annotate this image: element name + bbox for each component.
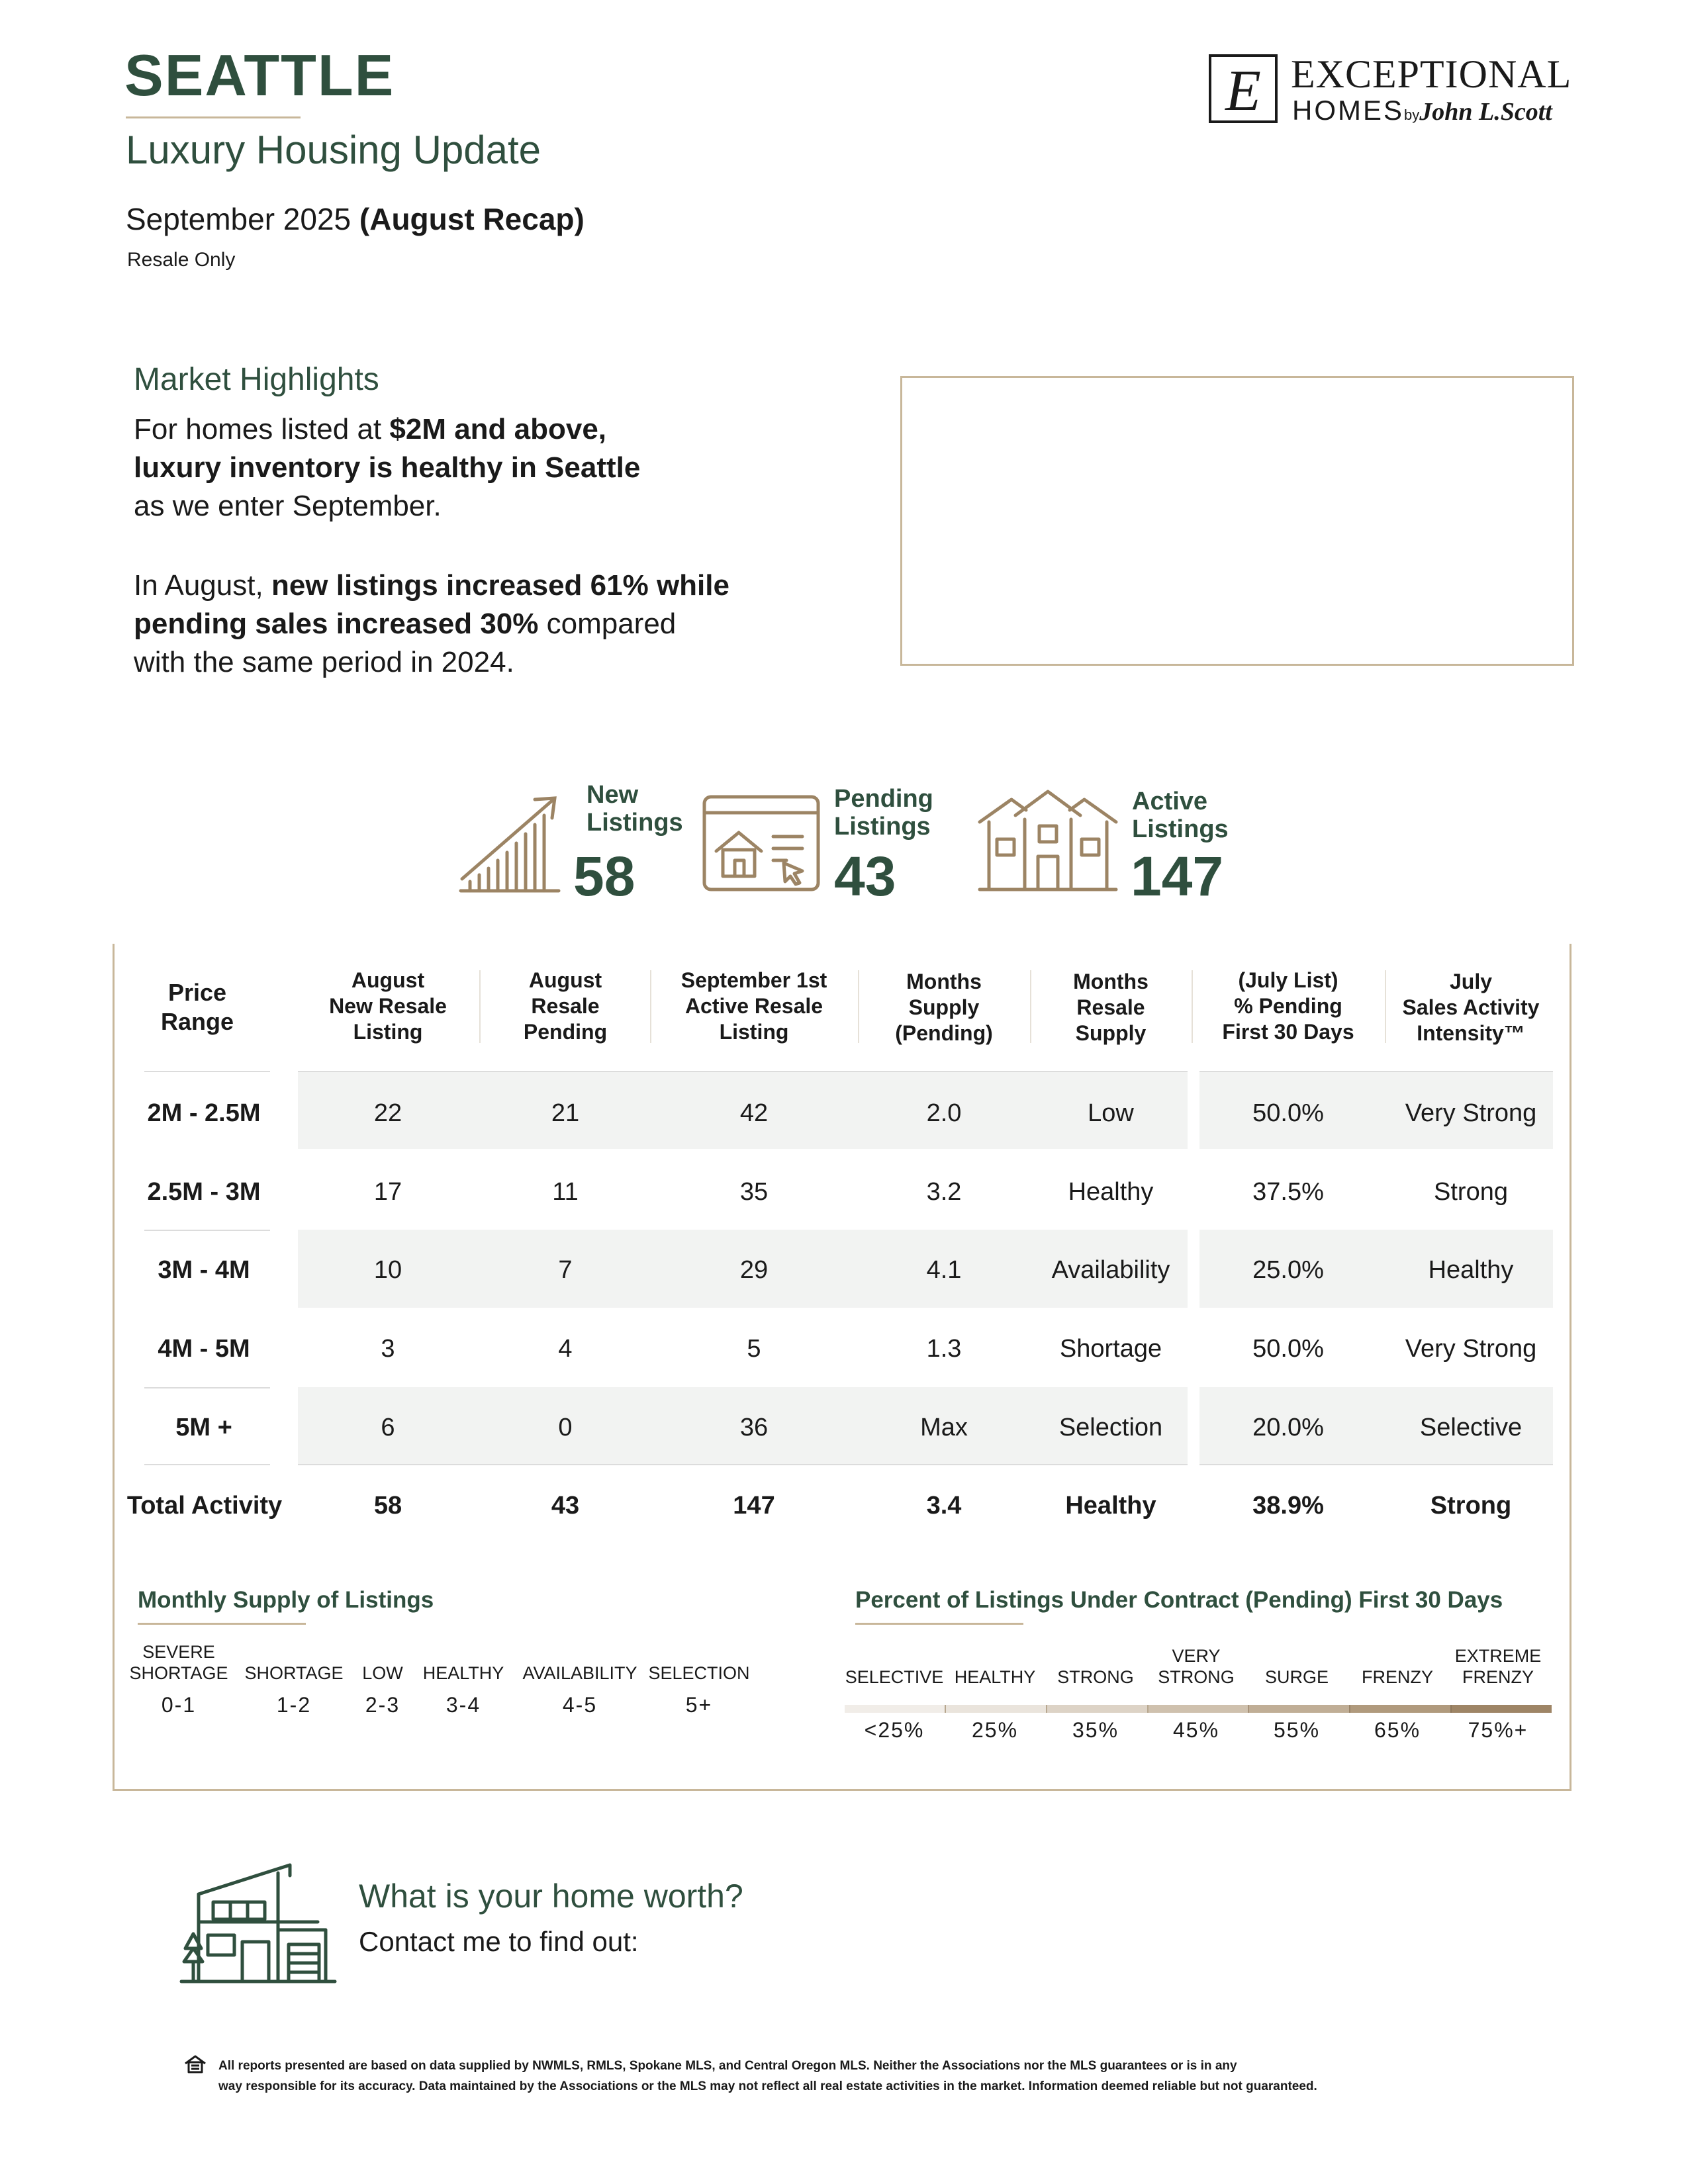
pending-pct: 25%	[971, 1718, 1019, 1742]
supply-range: 0-1	[161, 1693, 197, 1717]
header-line: Months	[1073, 970, 1149, 993]
pending-pct: <25%	[864, 1718, 925, 1742]
p1-text: For homes listed at	[134, 413, 390, 445]
table-cell: 37.5%	[1252, 1178, 1324, 1206]
disclaimer	[218, 2056, 1516, 2097]
logo-subline	[1292, 97, 1552, 124]
table-cell-price-range: 2.5M - 3M	[147, 1178, 261, 1206]
header-line: (Pending)	[895, 1021, 993, 1045]
table-cell: 22	[373, 1099, 402, 1127]
new-label-2: Listings	[586, 809, 683, 837]
modern-house-icon	[179, 1856, 338, 1988]
total-cell: 147	[733, 1492, 775, 1520]
supply-label: HEALTHY	[422, 1663, 504, 1683]
header-line: Months	[906, 970, 982, 993]
pending-label-line: STRONG	[1158, 1667, 1235, 1687]
pending-listings-label	[834, 785, 933, 841]
header-line: New Resale	[329, 994, 447, 1018]
pending-pct: 65%	[1374, 1718, 1421, 1742]
table-cell: 35	[739, 1178, 769, 1206]
table-cell-price-range: 3M - 4M	[158, 1256, 250, 1284]
header-sales-intensity	[1386, 969, 1556, 1046]
table-cell: 4.1	[926, 1256, 962, 1284]
header-price-range	[131, 978, 263, 1036]
total-cell: 38.9%	[1252, 1492, 1324, 1520]
pending-bar-segment	[1349, 1705, 1450, 1713]
growth-chart-icon	[457, 792, 563, 897]
table-cell: Strong	[1434, 1178, 1508, 1206]
table-cell: 1.3	[926, 1335, 962, 1363]
pending-pct: 55%	[1273, 1718, 1321, 1742]
header-line: Active Resale	[684, 994, 823, 1018]
supply-label-line: SEVERE	[142, 1642, 215, 1662]
report-period	[126, 201, 585, 237]
table-cell: 2.0	[926, 1099, 962, 1127]
logo-mark-letter: E	[1225, 59, 1261, 120]
supply-range: 4-5	[562, 1693, 598, 1717]
p2-bold-2: pending sales increased 30%	[134, 608, 539, 640]
supply-label: SELECTION	[648, 1663, 750, 1683]
table-cell-price-range: 4M - 5M	[158, 1335, 250, 1363]
row-divider	[298, 1071, 1188, 1072]
pending-bar-segment	[945, 1705, 1046, 1713]
active-label-1: Active	[1132, 788, 1208, 815]
table-cell: 3.2	[926, 1178, 962, 1206]
header-new-listing	[298, 968, 478, 1045]
header-line: (July List)	[1238, 968, 1338, 992]
supply-scale-rule	[138, 1623, 306, 1625]
period-month: September 2025	[126, 202, 352, 236]
row-divider	[144, 1387, 270, 1388]
table-cell: 42	[739, 1099, 769, 1127]
active-label-2: Listings	[1132, 815, 1229, 843]
table-cell: 17	[373, 1178, 402, 1206]
browser-house-icon	[702, 794, 821, 892]
pending-bar-segment	[845, 1705, 945, 1713]
table-cell: Availability	[1051, 1256, 1170, 1284]
total-cell: Healthy	[1065, 1492, 1156, 1520]
table-cell: Max	[920, 1414, 968, 1441]
table-cell: Low	[1088, 1099, 1134, 1127]
table-cell: 50.0%	[1252, 1099, 1324, 1127]
title-divider	[126, 116, 301, 118]
header-line: Range	[160, 1008, 234, 1035]
pending-scale-rule	[855, 1623, 1023, 1625]
pending-bar-segment	[1147, 1705, 1248, 1713]
pending-pct: 75%+	[1468, 1718, 1528, 1742]
pending-label: STRONG	[1057, 1667, 1134, 1687]
p1-text-2: as we enter September.	[134, 490, 442, 522]
table-cell: 7	[558, 1256, 573, 1284]
row-divider	[1199, 1464, 1553, 1465]
new-listings-value: 58	[573, 845, 635, 907]
table-cell: Selective	[1419, 1414, 1523, 1441]
supply-range: 1-2	[276, 1693, 312, 1717]
pending-label	[1448, 1645, 1548, 1688]
equal-housing-icon	[184, 2054, 207, 2074]
header-line: Listing	[719, 1020, 789, 1044]
table-cell-price-range: 2M - 2.5M	[147, 1099, 261, 1127]
column-separator	[479, 970, 481, 1043]
highlights-paragraph-1	[134, 410, 862, 525]
pending-label: FRENZY	[1362, 1667, 1433, 1687]
pending-label-line: EXTREME	[1454, 1646, 1542, 1666]
table-cell: Healthy	[1068, 1178, 1154, 1206]
column-separator	[650, 970, 651, 1043]
header-active-listing	[651, 968, 857, 1045]
new-listings-label	[586, 781, 683, 837]
logo-title: EXCEPTIONAL	[1291, 52, 1572, 96]
pending-scale-title: Percent of Listings Under Contract (Pending) First 30 Days	[855, 1587, 1503, 1613]
table-cell: 5	[747, 1335, 761, 1363]
header-line: Supply	[1075, 1021, 1147, 1045]
period-recap: (August Recap)	[359, 202, 585, 236]
supply-range: 3-4	[445, 1693, 481, 1717]
supply-label: SHORTAGE	[244, 1663, 344, 1683]
pending-pct: 35%	[1072, 1718, 1119, 1742]
table-cell: 3	[381, 1335, 395, 1363]
table-cell: Healthy	[1428, 1256, 1514, 1284]
header-resale-pending	[482, 968, 649, 1045]
pending-label-2: Listings	[834, 813, 931, 841]
supply-label: AVAILABILITY	[522, 1663, 637, 1683]
p2-bold: new listings increased 61% while	[271, 569, 729, 602]
header-line: Resale	[1076, 995, 1145, 1019]
table-cell: Very Strong	[1405, 1099, 1537, 1127]
total-activity-label: Total Activity	[126, 1492, 283, 1520]
table-cell: Selection	[1058, 1414, 1163, 1441]
header-line: Pending	[523, 1020, 608, 1044]
disclaimer-line: All reports presented are based on data supplied by NWMLS, RMLS, Spokane MLS, and Central Oregon MLS. Neither the Associations nor the MLS guarantees or is in any	[218, 2059, 1237, 2073]
p2-text-3: with the same period in 2024.	[134, 646, 514, 678]
table-cell: 50.0%	[1252, 1335, 1324, 1363]
header-line: August	[528, 968, 602, 992]
total-cell: Strong	[1430, 1492, 1512, 1520]
table-cell: 10	[373, 1256, 402, 1284]
supply-label	[126, 1641, 232, 1684]
table-cell: 29	[739, 1256, 769, 1284]
table-cell: 25.0%	[1252, 1256, 1324, 1284]
table-cell: 4	[558, 1335, 573, 1363]
column-separator	[1030, 970, 1031, 1043]
table-cell-price-range: 5M +	[175, 1414, 232, 1441]
resale-note: Resale Only	[127, 249, 236, 271]
cta-subtitle: Contact me to find out:	[359, 1926, 639, 1957]
highlights-title: Market Highlights	[134, 362, 379, 397]
pending-label-line: FRENZY	[1462, 1667, 1534, 1687]
pending-listings-value: 43	[834, 845, 896, 907]
supply-label: LOW	[362, 1663, 403, 1683]
header-line: First 30 Days	[1222, 1020, 1354, 1044]
header-months-resale-supply	[1031, 969, 1190, 1046]
total-cell: 58	[373, 1492, 402, 1520]
pending-label: SELECTIVE	[845, 1667, 944, 1687]
supply-range: 5+	[685, 1693, 713, 1717]
report-subtitle: Luxury Housing Update	[126, 128, 541, 172]
column-separator	[858, 970, 859, 1043]
p2-text: In August,	[134, 569, 271, 602]
house-icon	[977, 788, 1119, 893]
row-divider	[298, 1464, 1188, 1465]
table-cell: 0	[558, 1414, 573, 1441]
row-divider	[144, 1464, 270, 1465]
pending-pct: 45%	[1172, 1718, 1220, 1742]
supply-label-line: SHORTAGE	[129, 1663, 228, 1683]
pending-bar-segment	[1450, 1705, 1552, 1713]
supply-scale-title: Monthly Supply of Listings	[138, 1587, 434, 1613]
new-label-1: New	[586, 781, 639, 809]
table-cell: Shortage	[1059, 1335, 1162, 1363]
header-pending-first-30	[1193, 968, 1383, 1045]
photo-frame	[900, 376, 1574, 666]
header-line: % Pending	[1234, 994, 1342, 1018]
pending-label-line: VERY	[1172, 1646, 1221, 1666]
p2-text-2: compared	[538, 608, 677, 640]
active-listings-value: 147	[1131, 845, 1224, 907]
table-cell: 20.0%	[1252, 1414, 1324, 1441]
logo-mark-icon	[1209, 54, 1278, 123]
header-line: Price	[167, 979, 227, 1006]
pending-label: SURGE	[1264, 1667, 1329, 1687]
table-cell: 11	[552, 1178, 579, 1206]
table-cell: 21	[551, 1099, 580, 1127]
header-line: September 1st	[680, 968, 827, 992]
column-separator	[1192, 970, 1193, 1043]
row-divider	[1199, 1071, 1553, 1072]
header-line: Intensity™	[1417, 1021, 1525, 1045]
header-line: Resale	[531, 994, 600, 1018]
highlights-paragraph-2	[134, 567, 862, 682]
row-divider	[144, 1230, 270, 1231]
header-line: Listing	[353, 1020, 423, 1044]
pending-label	[1147, 1645, 1246, 1688]
total-cell: 3.4	[926, 1492, 962, 1520]
table-cell: Very Strong	[1405, 1335, 1537, 1363]
header-line: Sales Activity	[1402, 995, 1540, 1019]
logo-by: by	[1404, 107, 1420, 123]
disclaimer-line: way responsible for its accuracy. Data maintained by the Associations or the MLS may not reflect all real estate activities in the market. Information deemed reliable but not guaranteed.	[218, 2079, 1317, 2093]
header-line: August	[351, 968, 425, 992]
table-cell: 6	[381, 1414, 395, 1441]
p1-bold-2: luxury inventory is healthy in Seattle	[134, 451, 641, 484]
header-line: July	[1449, 970, 1493, 993]
pending-bar-segment	[1046, 1705, 1147, 1713]
pending-bar-segment	[1248, 1705, 1349, 1713]
p1-bold: $2M and above,	[389, 413, 607, 445]
header-months-supply-pending	[859, 969, 1029, 1046]
row-divider	[144, 1071, 270, 1072]
header-line: Supply	[908, 995, 980, 1019]
logo-homes: HOMES	[1292, 95, 1405, 126]
logo-brand: John L.Scott	[1419, 98, 1552, 126]
table-cell: 36	[739, 1414, 769, 1441]
pending-label: HEALTHY	[954, 1667, 1036, 1687]
cta-title: What is your home worth?	[359, 1878, 743, 1915]
pending-gradient-bar	[845, 1705, 1552, 1713]
active-listings-label	[1132, 788, 1229, 843]
pending-label-1: Pending	[834, 785, 933, 813]
supply-range: 2-3	[365, 1693, 400, 1717]
total-cell: 43	[551, 1492, 580, 1520]
column-separator	[1385, 970, 1386, 1043]
city-title: SEATTLE	[124, 42, 395, 108]
